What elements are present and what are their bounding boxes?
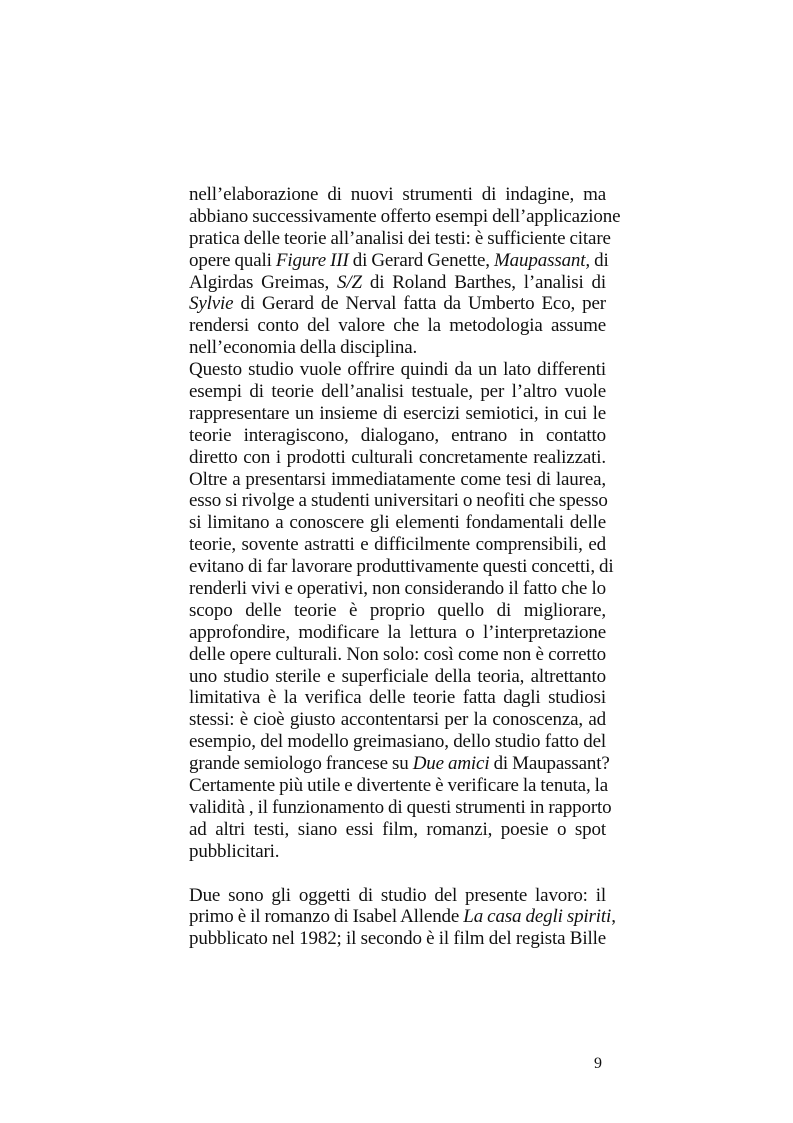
- italic-title: Figure III: [275, 249, 349, 271]
- text-segment: di Maupassant?: [489, 753, 610, 775]
- italic-title: Sylvie: [189, 293, 234, 315]
- text-line: Questo studio vuole offrire quindi da un lato differenti: [189, 359, 606, 381]
- text-segment: grande semiologo francese su: [189, 753, 413, 775]
- text-line: Due sono gli oggetti di studio del presente lavoro: il: [189, 884, 606, 906]
- text-segment: di Roland Barthes, l’analisi di: [361, 271, 606, 293]
- paragraph-break: [189, 863, 606, 885]
- text-line: abbiano successivamente offerto esempi dell’applicazione: [189, 205, 621, 227]
- italic-title: Maupassant,: [494, 249, 590, 271]
- text-segment: opere quali: [189, 249, 276, 271]
- text-segment: di: [590, 249, 609, 271]
- text-line: esempi di teorie dell’analisi testuale, per l’altro vuole: [189, 381, 606, 403]
- text-line: si limitano a conoscere gli elementi fondamentali delle: [189, 512, 606, 534]
- text-line: limitativa è la verifica delle teorie fatta dagli studiosi: [189, 687, 606, 709]
- text-line: approfondire, modificare la lettura o l’interpretazione: [189, 621, 606, 643]
- text-segment: ,: [611, 906, 616, 928]
- text-line: delle opere culturali. Non solo: così come non è corretto: [189, 643, 606, 665]
- body-text: [189, 184, 621, 950]
- text-line: esempio, del modello greimasiano, dello studio fatto del: [189, 731, 606, 753]
- text-line: evitano di far lavorare produttivamente questi concetti, di: [189, 556, 614, 578]
- text-line: scopo delle teorie è proprio quello di migliorare,: [189, 599, 606, 621]
- text-line: [189, 753, 610, 775]
- italic-title: La casa degli spiriti: [463, 906, 612, 928]
- text-line: nell’elaborazione di nuovi strumenti di indagine, ma: [189, 184, 606, 205]
- text-line: Certamente più utile e divertente è verificare la tenuta, la: [189, 775, 609, 797]
- text-segment: di Gerard Genette,: [348, 249, 494, 271]
- text-segment: di Gerard de Nerval fatta da Umberto Eco, per: [233, 293, 606, 315]
- text-line: Oltre a presentarsi immediatamente come tesi di laurea,: [189, 468, 606, 490]
- text-line: nell’economia della disciplina.: [189, 337, 418, 359]
- text-line: [189, 272, 606, 294]
- text-line: ad altri testi, siano essi film, romanzi, poesie o spot: [189, 818, 606, 840]
- text-line: [189, 249, 609, 272]
- text-line: teorie interagiscono, dialogano, entrano in contatto: [189, 424, 606, 446]
- text-line: pubblicato nel 1982; il secondo è il film del regista Bille: [189, 928, 606, 950]
- text-line: pubblicitari.: [189, 840, 280, 862]
- text-segment: primo è il romanzo di Isabel Allende: [189, 906, 464, 928]
- text-line: pratica delle teorie all’analisi dei testi: è sufficiente citare: [189, 227, 611, 249]
- text-line: rappresentare un insieme di esercizi semiotici, in cui le: [189, 402, 606, 424]
- text-line: [189, 906, 616, 928]
- text-line: rendersi conto del valore che la metodologia assume: [189, 315, 606, 337]
- italic-title: Due amici: [412, 753, 490, 775]
- italic-title: S/Z: [337, 271, 362, 293]
- page-number: 9: [594, 1055, 602, 1072]
- text-line: stessi: è cioè giusto accontentarsi per la conoscenza, ad: [189, 709, 606, 731]
- text-line: uno studio sterile e superficiale della teoria, altrettanto: [189, 665, 606, 687]
- text-line: renderli vivi e operativi, non considerando il fatto che lo: [189, 578, 606, 600]
- text-line: teorie, sovente astratti e difficilmente comprensibili, ed: [189, 534, 606, 556]
- text-line: esso si rivolge a studenti universitari o neofiti che spesso: [189, 490, 608, 512]
- text-line: diretto con i prodotti culturali concretamente realizzati.: [189, 446, 606, 468]
- text-line: [189, 293, 606, 315]
- text-line: validità , il funzionamento di questi strumenti in rapporto: [189, 796, 612, 818]
- text-segment: Algirdas Greimas,: [189, 271, 338, 293]
